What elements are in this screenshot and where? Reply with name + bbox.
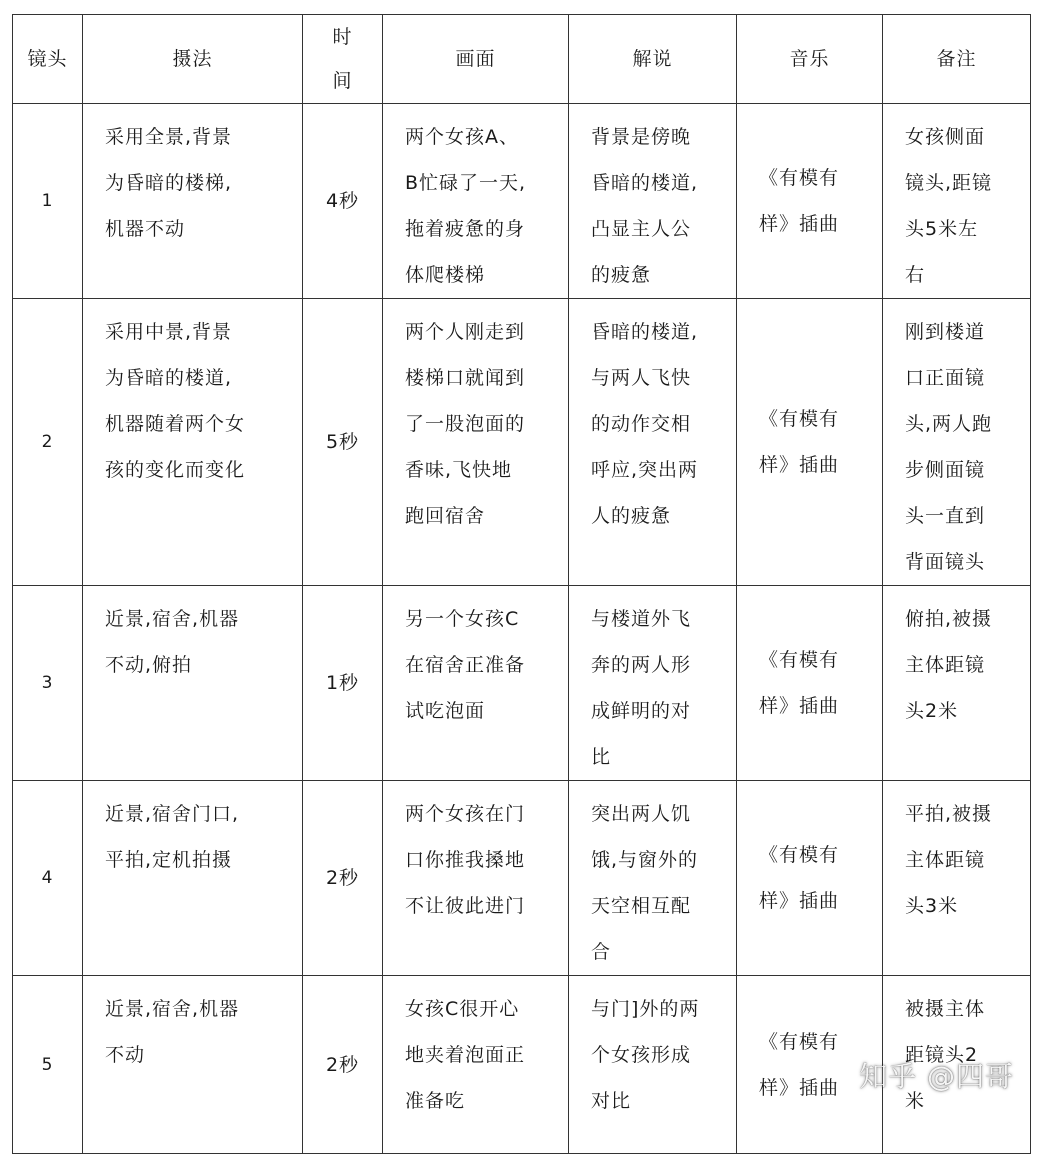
narration-cell: 突出两人饥 饿,与窗外的 天空相互配 合 [569,781,737,976]
table-row [13,781,1031,976]
method-cell: 采用全景,背景 为昏暗的楼梯, 机器不动 [83,104,303,299]
method-cell: 采用中景,背景 为昏暗的楼道, 机器随着两个女 孩的变化而变化 [83,299,303,586]
narration-cell: 与门]外的两 个女孩形成 对比 [569,976,737,1154]
time-cell: 1秒 [303,586,383,781]
header-scene: 画面 [383,15,569,104]
header-row [13,15,1031,104]
time-cell: 2秒 [303,976,383,1154]
music-cell: 《有模有 样》插曲 [737,586,883,781]
shot-number: 2 [13,299,83,586]
shot-number: 5 [13,976,83,1154]
scene-cell: 女孩C很开心 地夹着泡面正 准备吃 [383,976,569,1154]
note-cell: 女孩侧面 镜头,距镜 头5米左 右 [883,104,1031,299]
header-note: 备注 [883,15,1031,104]
scene-cell: 另一个女孩C 在宿舍正准备 试吃泡面 [383,586,569,781]
scene-cell: 两个女孩A、 B忙碌了一天, 拖着疲惫的身 体爬楼梯 [383,104,569,299]
table-row [13,586,1031,781]
header-narration: 解说 [569,15,737,104]
note-cell: 平拍,被摄 主体距镜 头3米 [883,781,1031,976]
music-cell: 《有模有 样》插曲 [737,781,883,976]
time-cell: 4秒 [303,104,383,299]
method-cell: 近景,宿舍,机器 不动 [83,976,303,1154]
scene-cell: 两个人刚走到 楼梯口就闻到 了一股泡面的 香味,飞快地 跑回宿舍 [383,299,569,586]
narration-cell: 背景是傍晚 昏暗的楼道, 凸显主人公 的疲惫 [569,104,737,299]
music-cell: 《有模有 样》插曲 [737,976,883,1154]
table-row [13,299,1031,586]
watermark: 知乎 @四哥 [859,1060,1014,1093]
table-row [13,104,1031,299]
shot-number: 1 [13,104,83,299]
time-cell: 2秒 [303,781,383,976]
scene-cell: 两个女孩在门 口你推我搡地 不让彼此进门 [383,781,569,976]
narration-cell: 昏暗的楼道, 与两人飞快 的动作交相 呼应,突出两 人的疲惫 [569,299,737,586]
shot-number: 4 [13,781,83,976]
note-cell: 刚到楼道 口正面镜 头,两人跑 步侧面镜 头一直到 背面镜头 [883,299,1031,586]
note-cell: 被摄主体 距镜头2 米 [883,976,1031,1154]
narration-cell: 与楼道外飞 奔的两人形 成鲜明的对 比 [569,586,737,781]
note-cell: 俯拍,被摄 主体距镜 头2米 [883,586,1031,781]
music-cell: 《有模有 样》插曲 [737,104,883,299]
method-cell: 近景,宿舍门口, 平拍,定机拍摄 [83,781,303,976]
header-time: 时 间 [303,15,383,104]
music-cell: 《有模有 样》插曲 [737,299,883,586]
storyboard-table [12,14,1031,1154]
shot-number: 3 [13,586,83,781]
method-cell: 近景,宿舍,机器 不动,俯拍 [83,586,303,781]
header-shot: 镜头 [13,15,83,104]
header-method: 摄法 [83,15,303,104]
header-music: 音乐 [737,15,883,104]
time-cell: 5秒 [303,299,383,586]
